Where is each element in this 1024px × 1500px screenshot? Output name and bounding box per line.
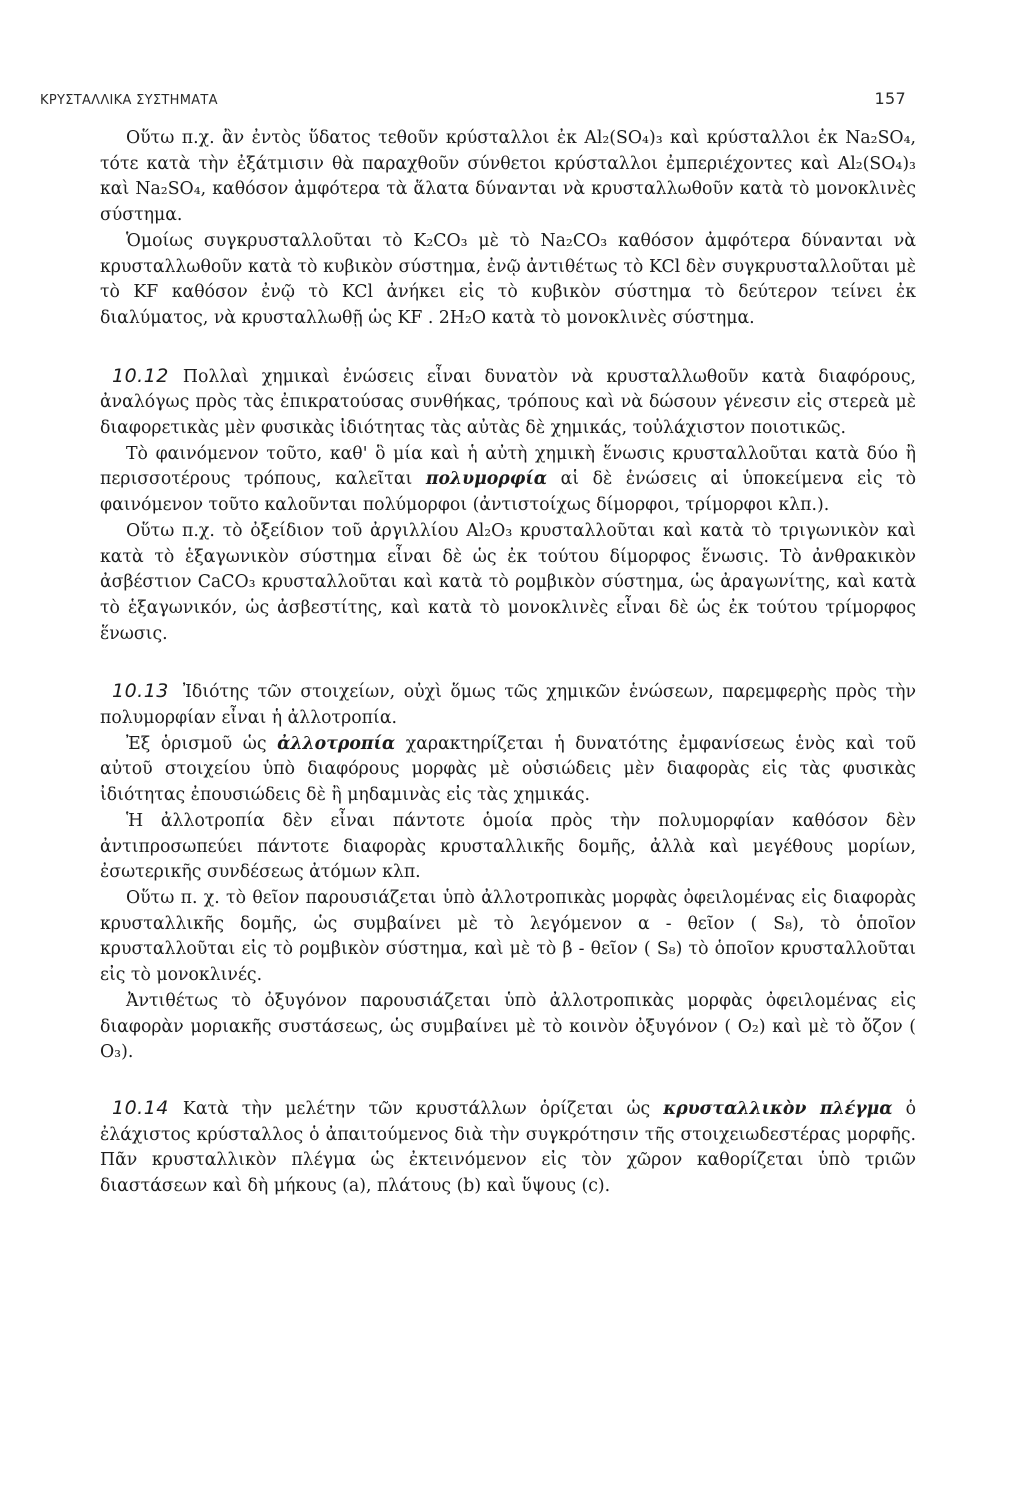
- paragraph-isomorphism-example: Οὕτω π.χ. ἂν ἐντὸς ὕδατος τεθοῦν κρύσταλλοι ἐκ Al₂(SO₄)₃ καὶ κρύσταλλοι ἐκ Na₂SO₄, τότε κατὰ τὴν ἐξάτμισιν θὰ παραχθοῦν σύνθετοι κρύσταλλοι ἐμπεριέχοντες καὶ Al₂(SO₄)₃ καὶ Na₂SO₄, καθόσον ἀμφότερα τὰ ἅλατα δύνανται νὰ κρυσταλλωθοῦν κατὰ τὸ μονοκλινὲς σύστημα.: [100, 128, 916, 226]
- paragraph-polymorphism-examples: Οὕτω π.χ. τὸ ὀξείδιον τοῦ ἀργιλλίου Al₂O₃ κρυσταλλοῦται καὶ κατὰ τὸ τριγωνικὸν καὶ κατὰ τὸ ἑξαγωνικὸν σύστημα εἶναι δὲ ὡς ἐκ τούτου δίμορφος ἕνωσις. Τὸ ἀνθρακικὸν ἀσβέστιον CaCO₃ κρυσταλλοῦται καὶ κατὰ τὸ ρομβικὸν σύστημα, ὡς ἀραγωνίτης, καὶ κατὰ τὸ ἑξαγωνικόν, ὡς ἀσβεστίτης, καὶ κατὰ τὸ μονοκλινὲς εἶναι δὲ ὡς ἐκ τούτου τρίμορφος ἕνωσις.: [100, 520, 916, 644]
- text-run: Κατὰ τὴν μελέτην τῶν κρυστάλλων ὁρίζεται ὡς: [182, 1098, 651, 1119]
- section-10-12: [100, 364, 916, 442]
- paragraph-oxygen-example: Ἀντιθέτως τὸ ὀξυγόνον παρουσιάζεται ὑπὸ ἀλλοτροπικὰς μορφὰς ὀφειλομένας εἰς διαφορὰν μοριακῆς συστάσεως, ὡς συμβαίνει μὲ τὸ κοινὸν ὀξυγόνον ( O₂) καὶ μὲ τὸ ὄζον ( O₃).: [100, 990, 916, 1063]
- paragraph-sulfur-example: Οὕτω π. χ. τὸ θεῖον παρουσιάζεται ὑπὸ ἀλλοτροπικὰς μορφὰς ὀφειλομένας εἰς διαφορὰς κρυσταλλικῆς δομῆς, ὡς συμβαίνει μὲ τὸ λεγόμενον α - θεῖον ( S₈), τὸ ὁποῖον κρυσταλλοῦται εἰς τὸ ρομβικὸν σύστημα, καὶ μὲ τὸ β - θεῖον ( S₈) τὸ ὁποῖον κρυσταλλοῦται εἰς τὸ μονοκλινές.: [100, 887, 916, 986]
- term-crystal-lattice: κρυσταλλικὸν πλέγμα: [663, 1098, 893, 1119]
- text-run: χαρακτηρίζεται ἡ δυνατότης ἐμφανίσεως ἑνὸς καὶ τοῦ αὐτοῦ στοιχείου ὑπὸ διαφόρους μορφὰς μὲ οὐσιώδεις μὲν διαφορὰς εἰς τὰς φυσικὰς ἰδιότητας ἐπουσιώδεις δὲ ἢ μηδαμινὰς εἰς τὰς χημικάς.: [100, 733, 916, 806]
- text-run: ὁ ἐλάχιστος κρύσταλλος ὁ ἀπαιτούμενος διὰ τὴν συγκρότησιν τῆς στοιχειωδεστέρας μορφῆς. Πᾶν κρυσταλλικὸν πλέγμα ὡς ἐκτεινόμενον εἰς τὸν χῶρον καθορίζεται ὑπὸ τριῶν διαστάσεων καὶ δὴ μήκους (a), πλάτους (b) καὶ ὕψους (c).: [100, 1098, 916, 1197]
- text-run: Τὸ φαινόμενον τοῦτο, καθ' ὃ μία καὶ ἡ αὐτὴ χημικὴ ἕνωσις κρυσταλλοῦται κατὰ δύο ἢ περισσοτέρους τρόπους, καλεῖται: [100, 443, 916, 490]
- section-number: 10.14: [112, 1096, 169, 1119]
- body-text: [100, 126, 916, 1200]
- running-header: [40, 89, 906, 113]
- text-run: Ἐξ ὁρισμοῦ ὡς: [126, 733, 267, 754]
- section-10-13: [100, 679, 916, 731]
- section-text: Ἰδιότης τῶν στοιχείων, οὐχὶ ὅμως τῶς χημικῶν ἑνώσεων, παρεμφερὴς πρὸς τὴν πολυμορφίαν εἶναι ἡ ἀλλοτροπία.: [100, 682, 916, 729]
- term-allotropy: ἀλλοτροπία: [277, 733, 396, 754]
- section-number: 10.12: [112, 364, 169, 387]
- page-number: 157: [874, 89, 906, 108]
- paragraph-allotropy-definition: [100, 732, 916, 809]
- paragraph-allotropy-vs-polymorphism: Ἡ ἀλλοτροπία δὲν εἶναι πάντοτε ὁμοία πρὸς τὴν πολυμορφίαν καθόσον δὲν ἀντιπροσωπεύει πάντοτε διαφορὰς κρυσταλλικῆς δομῆς, ἀλλὰ καὶ μεγέθους μορίων, ἐσωτερικῆς συνδέσεως ἀτόμων κλπ.: [100, 810, 916, 883]
- section-number: 10.13: [112, 680, 169, 703]
- paragraph-cocrystallization: Ὁμοίως συγκρυσταλλοῦται τὸ K₂CO₃ μὲ τὸ Na₂CO₃ καθόσον ἀμφότερα δύνανται νὰ κρυσταλλωθοῦν κατὰ τὸ κυβικὸν σύστημα, ἐνῷ ἀντιθέτως τὸ KCl δὲν συγκρυσταλλοῦται μὲ τὸ KF καθόσον ἐνῷ τὸ KCl ἀνήκει εἰς τὸ κυβικὸν σύστημα τὸ δεύτερον τείνει ἐκ διαλύματος, νὰ κρυσταλλωθῇ ὡς KF . 2H₂O κατὰ τὸ μονοκλινὲς σύστημα.: [100, 230, 916, 328]
- running-title: ΚΡΥΣΤΑΛΛΙΚΑ ΣΥΣΤΗΜΑΤΑ: [40, 93, 218, 108]
- text-run: αἱ δὲ ἑνώσεις αἱ ὑποκείμενα εἰς τὸ φαινόμενον τοῦτο καλοῦνται πολύμορφοι (ἀντιστοίχως δίμορφοι, τρίμορφοι κλπ.).: [100, 469, 917, 516]
- term-polymorphism: πολυμορφία: [425, 469, 548, 490]
- section-10-14: [100, 1096, 916, 1200]
- paragraph-polymorphism-definition: [100, 442, 916, 519]
- section-text: Πολλαὶ χημικαὶ ἐνώσεις εἶναι δυνατὸν νὰ κρυσταλλωθοῦν κατὰ διαφόρους, ἀναλόγως πρὸς τὰς ἐπικρατούσας συνθήκας, τρόπους καὶ νὰ δώσουν γένεσιν εἰς στερεὰ μὲ διαφορετικὰς μὲν φυσικὰς ἰδιότητας τὰς αὐτὰς δὲ χημικάς, τοὐλάχιστον ποιοτικῶς.: [100, 366, 916, 439]
